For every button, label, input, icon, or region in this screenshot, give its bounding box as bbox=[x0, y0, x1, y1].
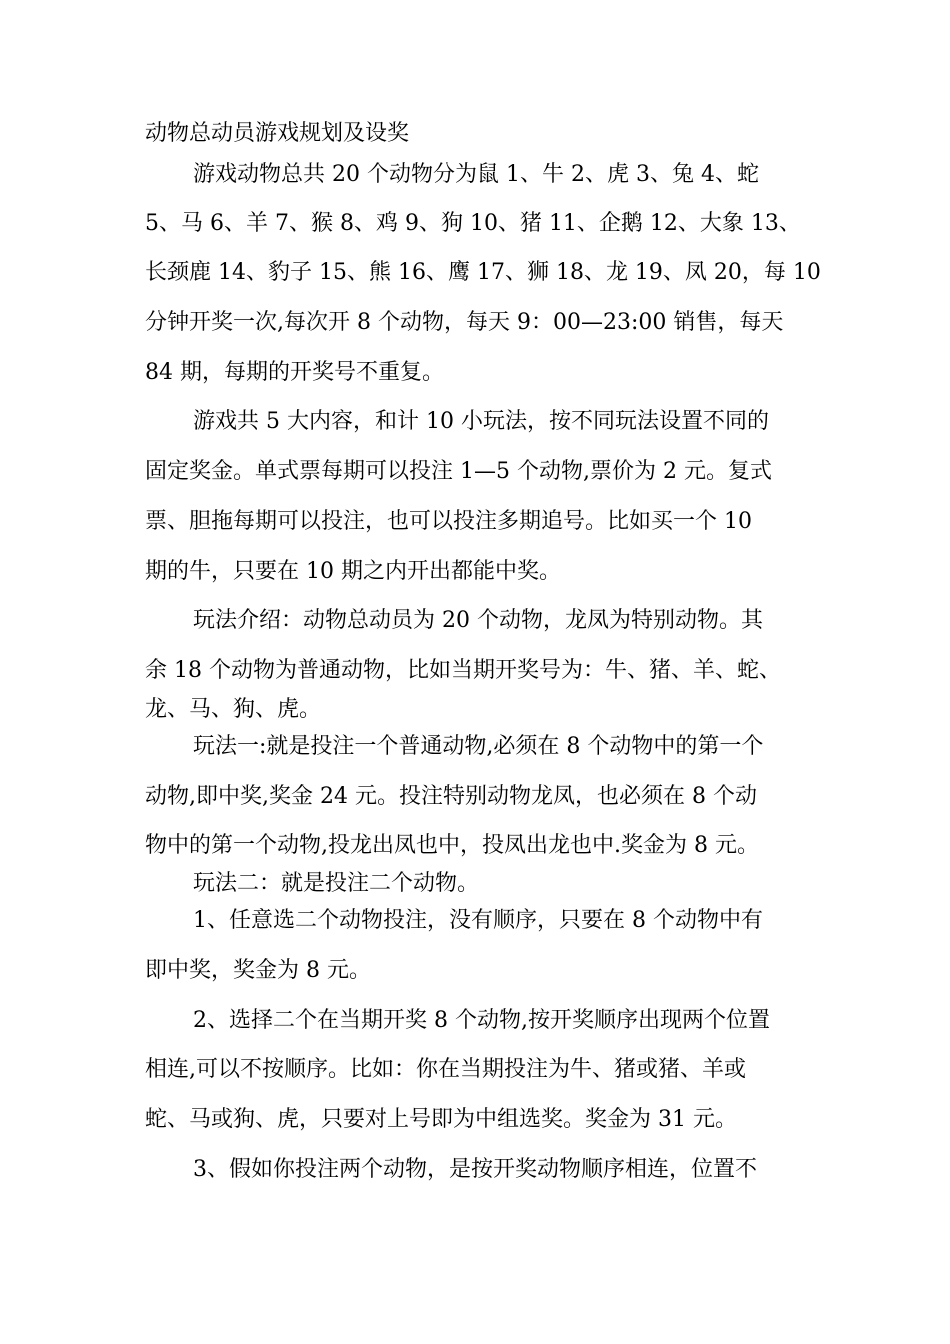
paragraph-line: 固定奖金。单式票每期可以投注 1—5 个动物,票价为 2 元。复式 bbox=[145, 459, 772, 484]
paragraph-line: 即中奖，奖金为 8 元。 bbox=[145, 958, 371, 983]
paragraph-line: 84 期，每期的开奖号不重复。 bbox=[145, 360, 444, 385]
paragraph-line: 票、胆拖每期可以投注，也可以投注多期追号。比如买一个 10 bbox=[145, 509, 752, 534]
paragraph-line: 玩法介绍：动物总动员为 20 个动物，龙凤为特别动物。其 bbox=[193, 608, 763, 633]
paragraph-line: 期的牛，只要在 10 期之内开出都能中奖。 bbox=[145, 559, 561, 584]
document-title: 动物总动员游戏规划及设奖 bbox=[145, 121, 410, 146]
paragraph-line: 长颈鹿 14、豹子 15、熊 16、鹰 17、狮 18、龙 19、凤 20，每 10 bbox=[145, 260, 821, 285]
paragraph-line: 相连,可以不按顺序。比如：你在当期投注为牛、猪或猪、羊或 bbox=[145, 1057, 746, 1082]
paragraph-line: 玩法二：就是投注二个动物。 bbox=[193, 871, 480, 896]
paragraph-line: 游戏共 5 大内容，和计 10 小玩法，按不同玩法设置不同的 bbox=[193, 409, 769, 434]
paragraph-line: 分钟开奖一次,每次开 8 个动物，每天 9：00—23:00 销售，每天 bbox=[145, 310, 784, 335]
paragraph-line: 龙、马、狗、虎。 bbox=[145, 697, 322, 722]
paragraph-line: 游戏动物总共 20 个动物分为鼠 1、牛 2、虎 3、兔 4、蛇 bbox=[193, 162, 759, 187]
paragraph-line: 蛇、马或狗、虎，只要对上号即为中组选奖。奖金为 31 元。 bbox=[145, 1107, 737, 1132]
paragraph-line: 物中的第一个动物,投龙出凤也中，投凤出龙也中.奖金为 8 元。 bbox=[145, 833, 759, 858]
paragraph-line: 2、选择二个在当期开奖 8 个动物,按开奖顺序出现两个位置 bbox=[193, 1008, 770, 1033]
paragraph-line: 1、任意选二个动物投注，没有顺序，只要在 8 个动物中有 bbox=[193, 908, 763, 933]
paragraph-line: 玩法一:就是投注一个普通动物,必须在 8 个动物中的第一个 bbox=[193, 734, 764, 759]
paragraph-line: 动物,即中奖,奖金 24 元。投注特别动物龙凤，也必须在 8 个动 bbox=[145, 784, 757, 809]
paragraph-line: 5、马 6、羊 7、猴 8、鸡 9、狗 10、猪 11、企鹅 12、大象 13、 bbox=[145, 211, 801, 236]
paragraph-line: 余 18 个动物为普通动物，比如当期开奖号为：牛、猪、羊、蛇、 bbox=[145, 658, 781, 683]
paragraph-line: 3、假如你投注两个动物，是按开奖动物顺序相连，位置不 bbox=[193, 1157, 757, 1182]
